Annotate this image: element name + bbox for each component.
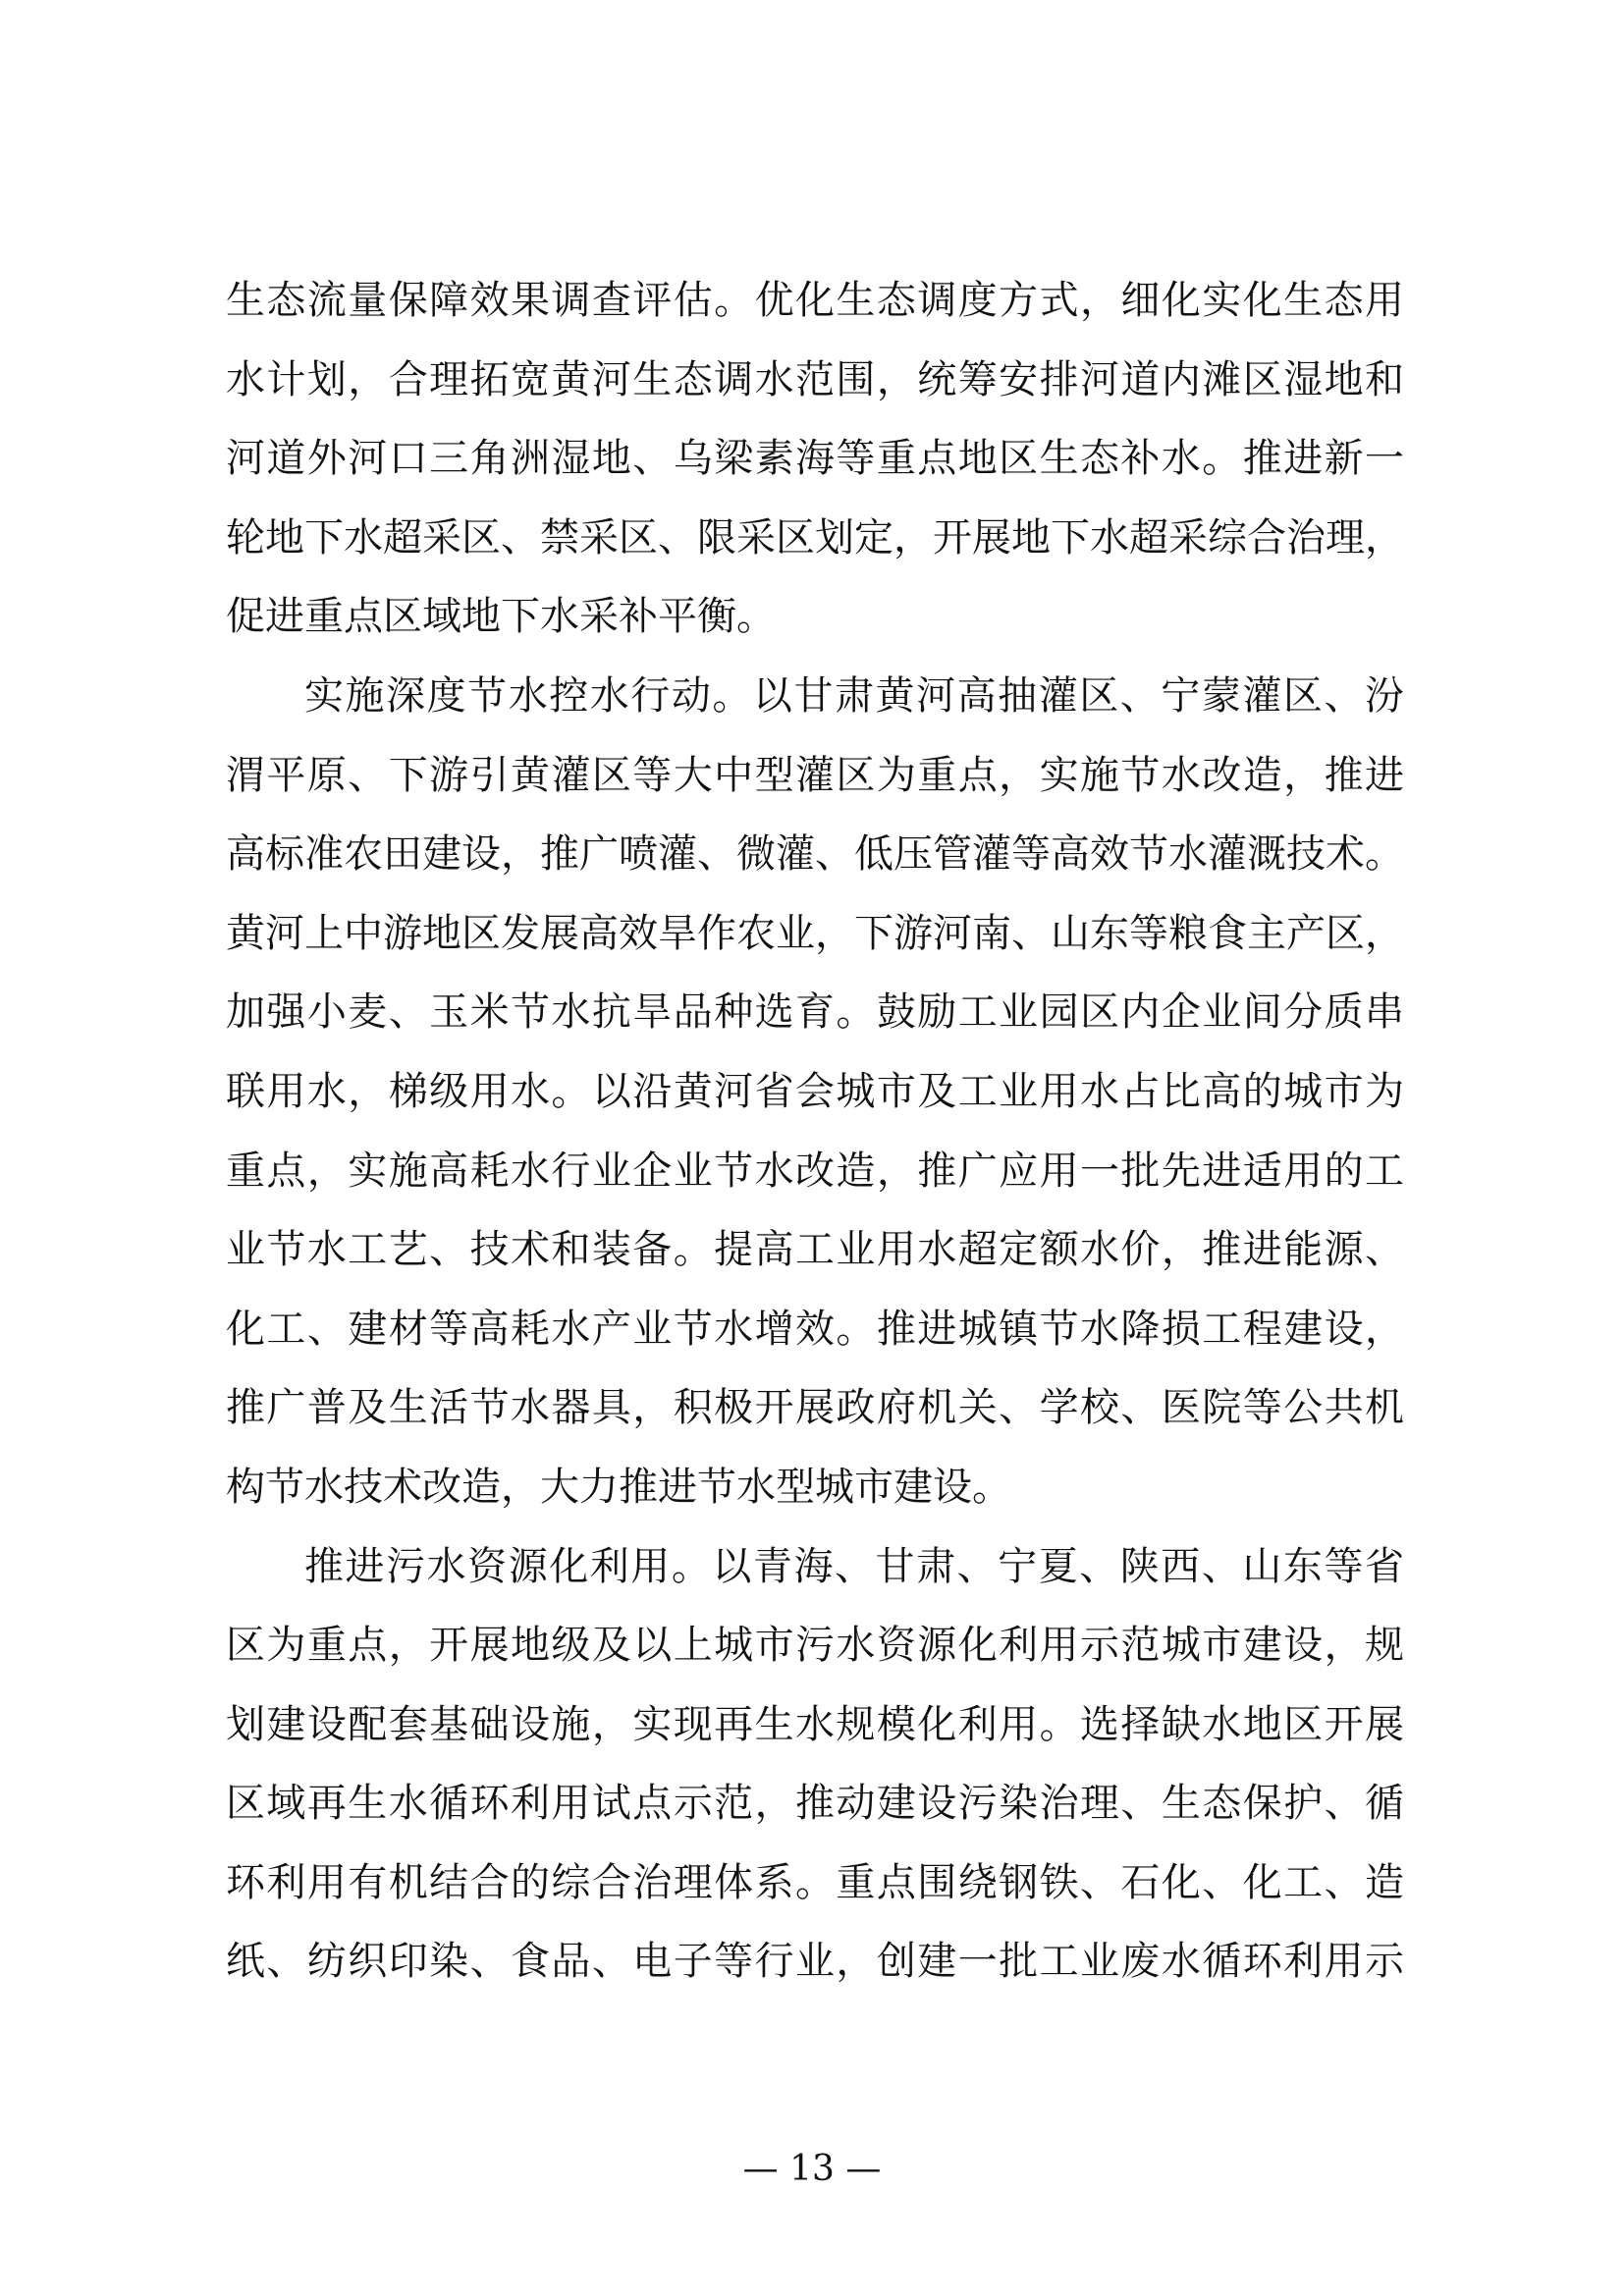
text-line: 区为重点，开展地级及以上城市污水资源化利用示范城市建设，规	[226, 1623, 1404, 1669]
text-line: 河道外河口三角洲湿地、乌梁素海等重点地区生态补水。推进新一	[226, 436, 1404, 482]
text-line: 轮地下水超采区、禁采区、限采区划定，开展地下水超采综合治理，	[226, 514, 1404, 561]
text-line: 推进污水资源化利用。以青海、甘肃、宁夏、陕西、山东等省	[304, 1543, 1404, 1589]
text-line: 促进重点区域地下水采补平衡。	[226, 594, 776, 640]
page-number: — 13 —	[742, 2149, 882, 2189]
text-line: 业节水工艺、技术和装备。提高工业用水超定额水价，推进能源、	[226, 1227, 1404, 1273]
text-line: 化工、建材等高耗水产业节水增效。推进城镇节水降损工程建设，	[226, 1306, 1404, 1352]
text-line: 区域再生水循环利用试点示范，推动建设污染治理、生态保护、循	[226, 1781, 1404, 1827]
text-line: 实施深度节水控水行动。以甘肃黄河高抽灌区、宁蒙灌区、汾	[304, 672, 1404, 719]
text-line: 重点，实施高耗水行业企业节水改造，推广应用一批先进适用的工	[226, 1148, 1404, 1194]
text-line: 构节水技术改造，大力推进节水型城市建设。	[226, 1464, 1011, 1510]
text-line: 环利用有机结合的综合治理体系。重点围绕钢铁、石化、化工、造	[226, 1859, 1404, 1905]
text-line: 黄河上中游地区发展高效旱作农业，下游河南、山东等粮食主产区，	[226, 910, 1404, 956]
text-line: 联用水，梯级用水。以沿黄河省会城市及工业用水占比高的城市为	[226, 1068, 1404, 1114]
text-line: 渭平原、下游引黄灌区等大中型灌区为重点，实施节水改造，推进	[226, 752, 1404, 798]
text-line: 高标准农田建设，推广喷灌、微灌、低压管灌等高效节水灌溉技术。	[226, 831, 1404, 878]
text-line: 划建设配套基础设施，实现再生水规模化利用。选择缺水地区开展	[226, 1701, 1404, 1747]
body-text	[226, 261, 1404, 2002]
text-line: 纸、纺织印染、食品、电子等行业，创建一批工业废水循环利用示	[226, 1939, 1404, 1985]
text-line: 加强小麦、玉米节水抗旱品种选育。鼓励工业园区内企业间分质串	[226, 989, 1404, 1036]
text-line: 生态流量保障效果调查评估。优化生态调度方式，细化实化生态用	[226, 278, 1404, 323]
text-line: 水计划，合理拓宽黄河生态调水范围，统筹安排河道内滩区湿地和	[226, 356, 1404, 402]
paragraph-2	[226, 657, 1404, 1527]
paragraph-1	[226, 261, 1404, 657]
paragraph-3	[226, 1527, 1404, 2002]
text-line: 推广普及生活节水器具，积极开展政府机关、学校、医院等公共机	[226, 1385, 1404, 1431]
